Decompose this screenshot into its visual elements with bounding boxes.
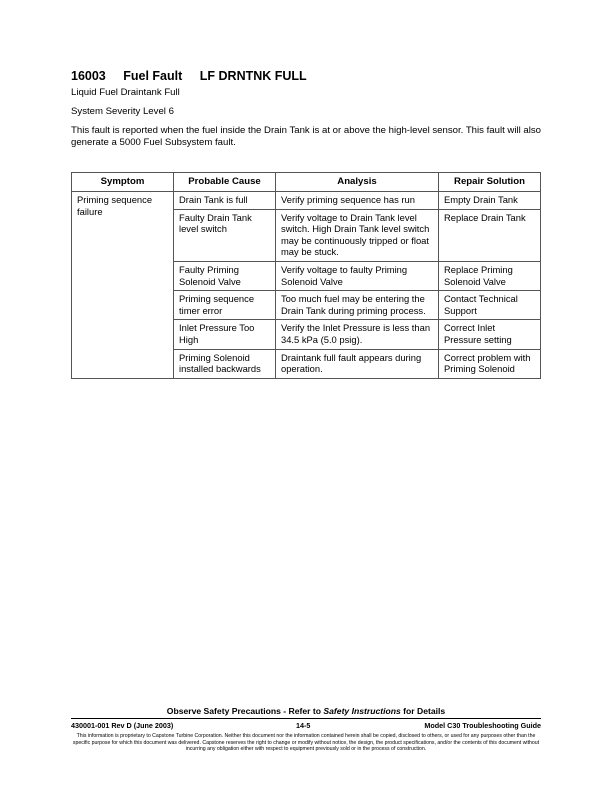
repair-cell: Empty Drain Tank <box>439 192 541 210</box>
analysis-cell: Verify the Inlet Pressure is less than 34.5 kPa (5.0 psig). <box>276 320 439 349</box>
table-header-row <box>72 173 541 192</box>
analysis-cell: Draintank full fault appears during operation. <box>276 349 439 378</box>
safety-note-suffix: for Details <box>400 706 446 716</box>
repair-cell: Correct problem with Priming Solenoid <box>439 349 541 378</box>
fault-description: Liquid Fuel Draintank Full <box>71 87 180 98</box>
cause-cell: Priming sequence timer error <box>174 291 276 320</box>
fault-name: Fuel Fault <box>123 69 183 83</box>
symptom-cell: Priming sequence failure <box>72 192 174 379</box>
fault-explanation: This fault is reported when the fuel inside the Drain Tank is at or above the high-level sensor. This fault will also generate a 5000 Fuel Subsystem fault. <box>71 125 541 148</box>
doc-number: 430001-001 Rev D (June 2003) <box>71 721 174 730</box>
cause-cell: Priming Solenoid installed backwards <box>174 349 276 378</box>
cause-cell: Drain Tank is full <box>174 192 276 210</box>
safety-note-link-text: Safety Instructions <box>323 706 401 716</box>
cause-cell: Faulty Drain Tank level switch <box>174 209 276 261</box>
page-number: 14-5 <box>296 721 311 730</box>
safety-note <box>0 706 612 716</box>
header-analysis: Analysis <box>276 173 439 192</box>
troubleshooting-table <box>71 172 541 379</box>
proprietary-disclaimer: This information is proprietary to Capstone Turbine Corporation. Neither this document nor the information contained herein shall be copied, disclosed to others, or used for any purposes other than the specific purpose for which this document was delivered. Capstone reserves the right to change or modify without notice, the design, the product specifications, and/or the contents of this document without incurring any obligation either with respect to equipment previously sold or in the process of construction. <box>72 733 540 753</box>
header-symptom: Symptom <box>72 173 174 192</box>
analysis-cell: Verify voltage to Drain Tank level switch. High Drain Tank level switch may be continuously tripped or float may be stuck. <box>276 209 439 261</box>
repair-cell: Contact Technical Support <box>439 291 541 320</box>
cause-cell: Faulty Priming Solenoid Valve <box>174 261 276 290</box>
analysis-cell: Verify voltage to faulty Priming Solenoid Valve <box>276 261 439 290</box>
analysis-cell: Verify priming sequence has run <box>276 192 439 210</box>
repair-cell: Replace Priming Solenoid Valve <box>439 261 541 290</box>
header-repair-solution: Repair Solution <box>439 173 541 192</box>
severity-level: System Severity Level 6 <box>71 106 174 117</box>
guide-title: Model C30 Troubleshooting Guide <box>424 721 541 730</box>
repair-cell: Replace Drain Tank <box>439 209 541 261</box>
analysis-cell: Too much fuel may be entering the Drain Tank during priming process. <box>276 291 439 320</box>
fault-heading <box>71 69 307 83</box>
fault-id: LF DRNTNK FULL <box>199 69 307 83</box>
header-probable-cause: Probable Cause <box>174 173 276 192</box>
safety-note-prefix: Observe Safety Precautions - Refer to <box>166 706 324 716</box>
footer-divider <box>71 718 541 719</box>
repair-cell: Correct Inlet Pressure setting <box>439 320 541 349</box>
table-row <box>72 192 541 210</box>
fault-code: 16003 <box>71 69 106 83</box>
cause-cell: Inlet Pressure Too High <box>174 320 276 349</box>
